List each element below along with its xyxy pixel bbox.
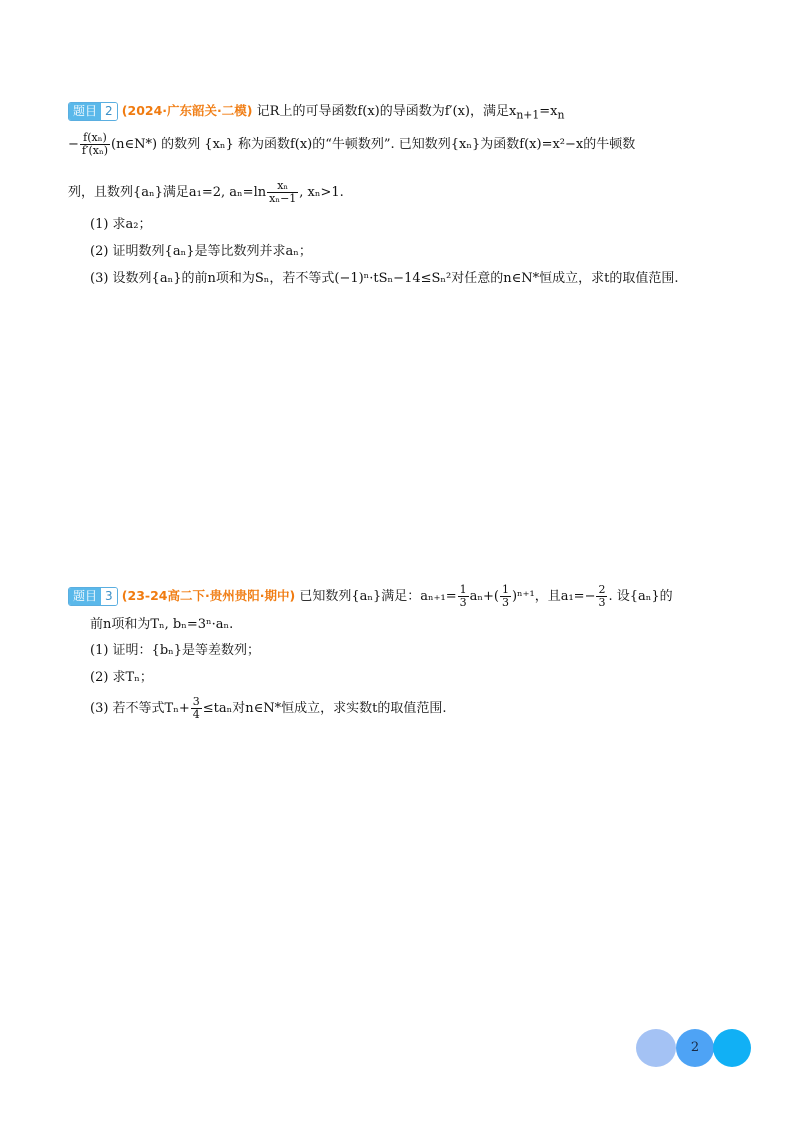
fraction — [596, 584, 607, 609]
problem-text: 记R上的可导函数f(x)的导函数为f′(x)，满足x — [256, 104, 517, 119]
fraction-denominator: 3 — [598, 596, 606, 609]
fraction — [458, 584, 469, 609]
fraction-denominator: 3 — [501, 596, 509, 609]
problem-3-line-1 — [68, 584, 673, 609]
page-deco-circle-left — [636, 1029, 676, 1067]
fraction-denominator: xₙ−1 — [269, 192, 297, 205]
fraction-numerator: f(xₙ) — [80, 132, 110, 145]
problem-source: (2024·广东韶关·二模) — [121, 103, 253, 118]
problem-source: (23-24高二下·贵州贵阳·期中) — [121, 588, 296, 603]
problem-text: , xₙ>1. — [299, 185, 344, 200]
fraction-numerator: 1 — [459, 583, 467, 596]
problem-text: =x — [539, 104, 558, 119]
problem-text: . 设{aₙ}的 — [608, 589, 673, 604]
problem-text: ≤taₙ对n∈N*恒成立，求实数t的取值范围. — [202, 701, 447, 716]
page-deco-circle-right — [713, 1029, 751, 1067]
problem-badge — [68, 102, 118, 121]
badge-label: 题目 — [69, 588, 101, 605]
problem-2-line-3 — [68, 180, 344, 205]
fraction-denominator: 4 — [192, 708, 200, 721]
fraction-numerator: 1 — [501, 583, 509, 596]
problem-text: (n∈N*) 的数列 {xₙ} 称为函数f(x)的“牛顿数列”. 已知数列{xₙ}为函数f(x)=x²−x的牛顿数 — [111, 137, 636, 152]
badge-label: 题目 — [69, 103, 101, 120]
minus-sign: − — [68, 137, 79, 152]
problem-2-line-2 — [68, 132, 635, 157]
fraction-numerator: 3 — [192, 695, 200, 708]
fraction — [80, 132, 110, 157]
fraction — [191, 696, 202, 721]
fraction-numerator: xₙ — [267, 180, 298, 193]
problem-badge — [68, 587, 118, 606]
fraction-denominator: f′(xₙ) — [81, 144, 109, 157]
page-number: 2 — [690, 1040, 700, 1055]
question-3 — [90, 696, 446, 721]
question-1: (1) 求a₂； — [90, 217, 152, 232]
problem-text: )ⁿ⁺¹，且a₁=− — [511, 589, 596, 604]
problem-text: (3) 若不等式Tₙ+ — [90, 701, 190, 716]
problem-2-line-1 — [68, 102, 564, 125]
problem-text: 已知数列{aₙ}满足：aₙ₊₁= — [299, 589, 457, 604]
question-3: (3) 设数列{aₙ}的前n项和为Sₙ，若不等式(−1)ⁿ·tSₙ−14≤Sₙ²对任意的n∈N*恒成立，求t的取值范围. — [90, 271, 679, 286]
badge-number: 2 — [101, 103, 117, 120]
question-2: (2) 证明数列{aₙ}是等比数列并求aₙ； — [90, 244, 312, 259]
badge-number: 3 — [101, 588, 117, 605]
fraction — [267, 180, 298, 205]
fraction — [500, 584, 511, 609]
question-2: (2) 求Tₙ； — [90, 670, 153, 685]
problem-text: aₙ+( — [469, 589, 499, 604]
fraction-numerator: 2 — [598, 583, 606, 596]
problem-3-line-2: 前n项和为Tₙ, bₙ=3ⁿ·aₙ. — [90, 617, 234, 632]
fraction-denominator: 3 — [459, 596, 467, 609]
subscript: n — [557, 108, 565, 122]
problem-text: 列，且数列{aₙ}满足a₁=2, aₙ=ln — [68, 185, 267, 200]
subscript: n+1 — [516, 108, 540, 122]
question-1: (1) 证明：{bₙ}是等差数列； — [90, 643, 261, 658]
